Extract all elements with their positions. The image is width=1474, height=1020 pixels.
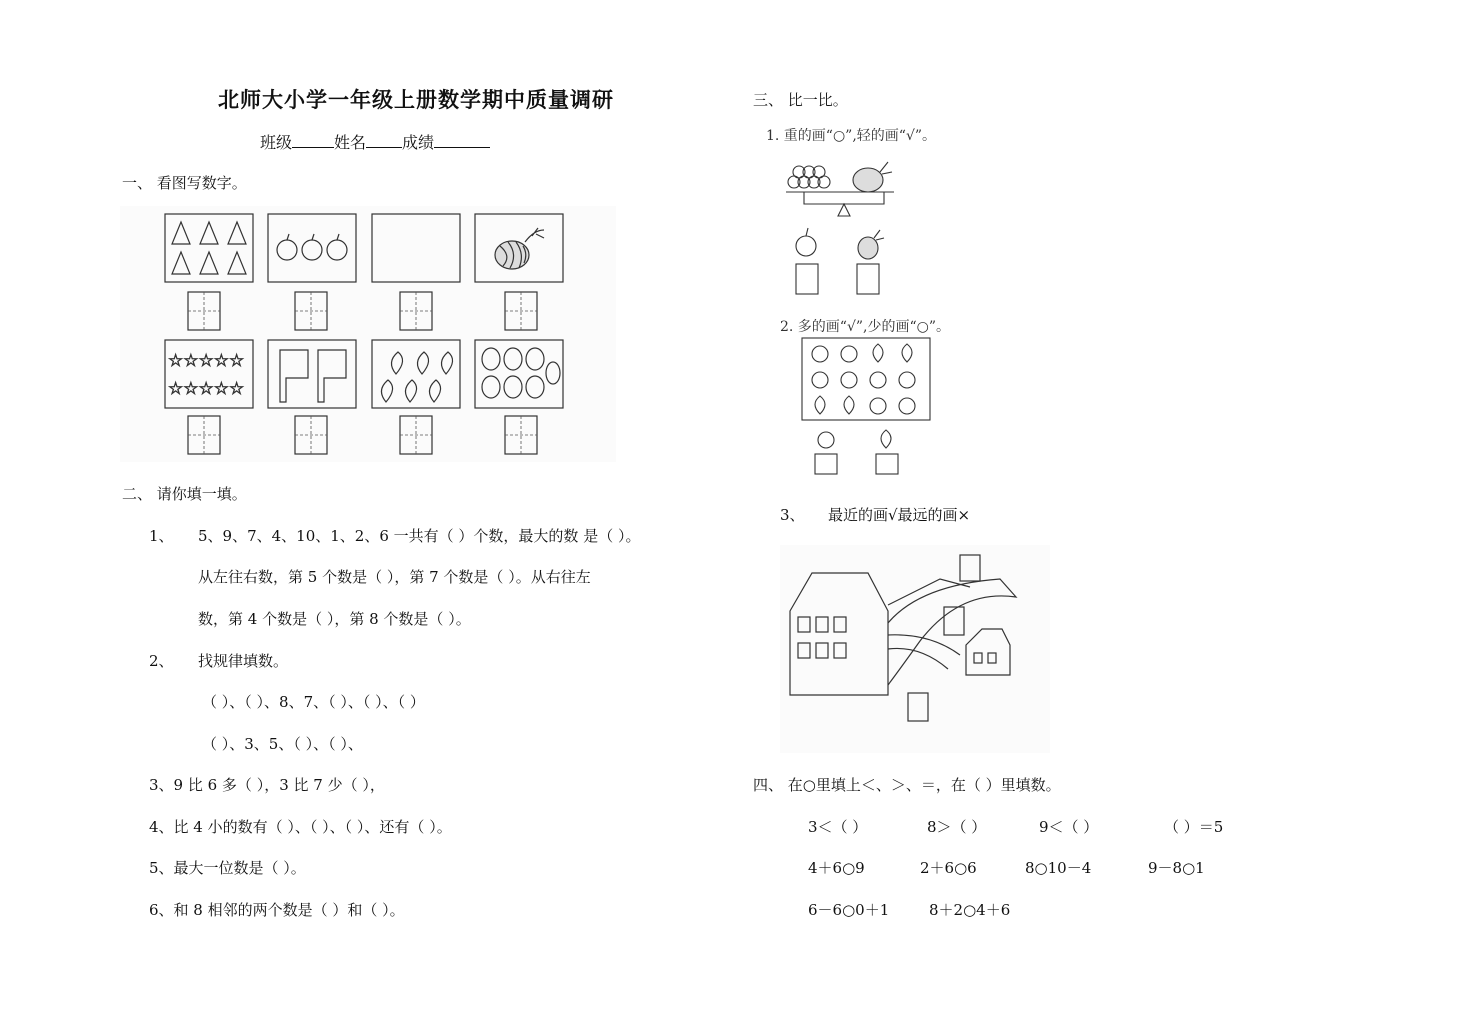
score-blank[interactable] bbox=[434, 133, 490, 148]
s4-r1-c4: （ ）＝5 bbox=[1164, 818, 1224, 836]
q1-line2: 从左往右数，第 5 个数是（ ），第 7 个数是（ ）。从右往左 bbox=[198, 568, 591, 586]
section-3-heading: 三、 比一比。 bbox=[753, 91, 848, 109]
peach-icon bbox=[881, 430, 891, 448]
q2-line1: （ ）、（ ）、8、7、（ ）、（ ）、（ ） bbox=[202, 693, 425, 711]
balance-figure bbox=[782, 150, 902, 300]
name-blank[interactable] bbox=[366, 133, 402, 148]
count-pictures-figure bbox=[120, 206, 616, 462]
q2-text: 找规律填数。 bbox=[198, 652, 289, 670]
q1-line1: 5、9、7、4、10、1、2、6 一共有（ ）个数，最大的数 是（ ）。 bbox=[198, 527, 641, 545]
answer-box bbox=[796, 264, 818, 294]
s4-r1-c3: 9＜（ ） bbox=[1039, 818, 1099, 836]
section-4-heading: 四、 在○里填上＜、＞、＝，在（ ）里填数。 bbox=[753, 776, 1061, 794]
peach-icon bbox=[815, 344, 912, 414]
apple-icon bbox=[818, 432, 834, 448]
s4-r1-c2: 8＞（ ） bbox=[927, 818, 987, 836]
s3-q3-number: 3、 bbox=[780, 506, 805, 524]
answer-box bbox=[857, 264, 879, 294]
s4-r3-c1: 6－6○0＋1 bbox=[808, 901, 890, 919]
s4-r3-c2: 8＋2○4＋6 bbox=[929, 901, 1011, 919]
q1-number: 1、 bbox=[149, 527, 174, 545]
apple-icon bbox=[812, 346, 915, 414]
class-label: 班级 bbox=[260, 133, 293, 152]
s3-q2: 2. 多的画“√”,少的画“○”。 bbox=[780, 319, 951, 335]
q3: 3、9 比 6 多（ ），3 比 7 少（ ）， bbox=[149, 776, 385, 794]
q5: 5、最大一位数是（ ）。 bbox=[149, 859, 306, 877]
s3-q3-text: 最近的画√最远的画× bbox=[828, 506, 971, 524]
answer-box bbox=[876, 454, 898, 474]
svg-text:☆☆☆☆☆: ☆☆☆☆☆ bbox=[168, 379, 245, 399]
name-label: 姓名 bbox=[334, 133, 367, 152]
s4-r2-c2: 2＋6○6 bbox=[920, 859, 977, 877]
q2-number: 2、 bbox=[149, 652, 174, 670]
student-info-line bbox=[260, 130, 490, 153]
class-blank[interactable] bbox=[292, 133, 334, 148]
q4: 4、比 4 小的数有（ ）、（ ）、（ ）、还有（ ）。 bbox=[149, 818, 452, 836]
watermelon-icon bbox=[853, 168, 883, 192]
watermelon-icon bbox=[858, 237, 878, 259]
answer-box bbox=[815, 454, 837, 474]
page-title: 北师大小学一年级上册数学期中质量调研 bbox=[218, 88, 614, 112]
houses-figure bbox=[780, 545, 1050, 753]
score-label: 成绩 bbox=[402, 133, 435, 152]
section-1-heading: 一、 看图写数字。 bbox=[122, 174, 247, 192]
apple-icon bbox=[796, 236, 816, 256]
s4-r2-c3: 8○10－4 bbox=[1025, 859, 1092, 877]
s4-r2-c1: 4＋6○9 bbox=[808, 859, 865, 877]
q1-line3: 数，第 4 个数是（ ），第 8 个数是（ ）。 bbox=[198, 610, 471, 628]
balance-scale bbox=[786, 192, 894, 216]
q2-line2: （ ）、3、5、（ ）、（ ）、 bbox=[202, 735, 363, 753]
more-less-figure bbox=[780, 332, 970, 482]
s4-r2-c4: 9－8○1 bbox=[1148, 859, 1205, 877]
s4-r1-c1: 3＜（ ） bbox=[808, 818, 868, 836]
svg-text:☆☆☆☆☆: ☆☆☆☆☆ bbox=[168, 351, 245, 371]
q6: 6、和 8 相邻的两个数是（ ）和（ ）。 bbox=[149, 901, 405, 919]
s3-q1: 1. 重的画“○”,轻的画“√”。 bbox=[766, 128, 937, 144]
section-2-heading: 二、 请你填一填。 bbox=[122, 485, 247, 503]
